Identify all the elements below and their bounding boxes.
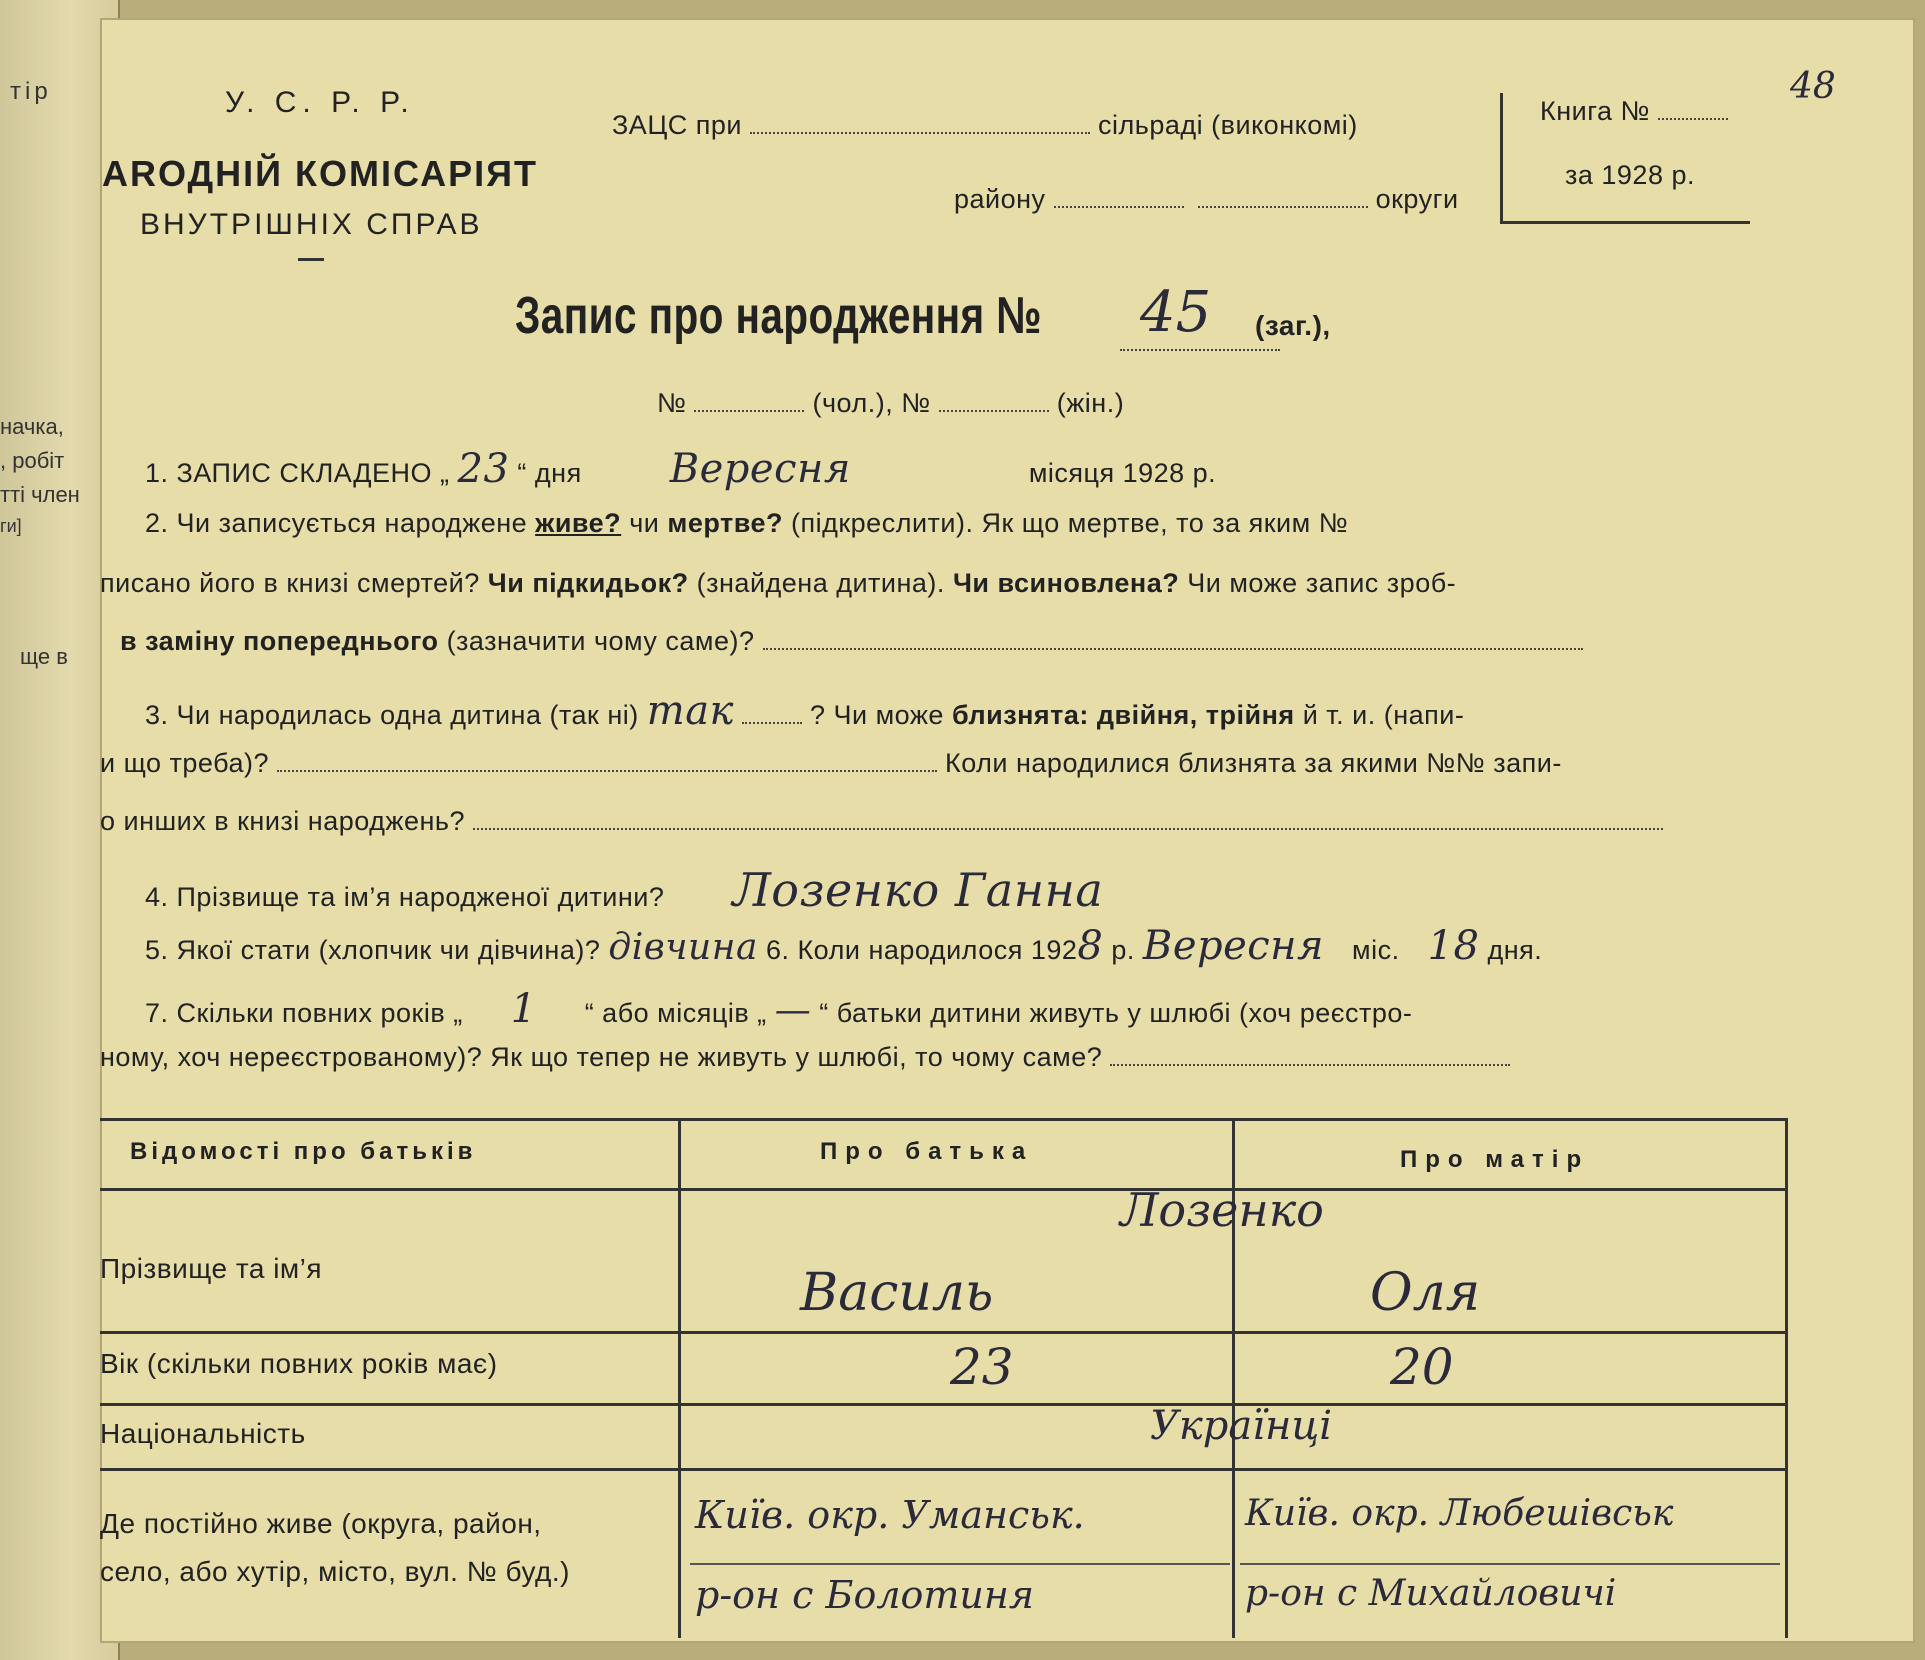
q1-year: місяця 1928 р. — [1028, 458, 1217, 488]
row-residence-mother-1: Київ. окр. Любешівськ — [1245, 1493, 1674, 1534]
q2-or: чи — [629, 508, 660, 538]
record-number-blank — [1120, 348, 1280, 351]
sub-male-label: (чол.), № — [812, 388, 931, 418]
q2-line2-a: писано його в книзі смертей? — [100, 568, 480, 598]
q7-married: “ батьки дитини живуть у шлюбі (хоч реєстро- — [819, 998, 1413, 1028]
q3-line2-b: Коли народилися близнята за якими №№ запи- — [945, 748, 1562, 778]
book-year: за 1928 р. — [1565, 160, 1695, 190]
q1-month: Вересня — [669, 446, 851, 492]
sub-number-line — [657, 388, 1124, 419]
item-5-6 — [145, 923, 1542, 969]
record-number: 45 — [1140, 280, 1212, 345]
table-header-mother: Про матір — [1400, 1146, 1590, 1173]
q2-replacement: в заміну попереднього — [120, 626, 439, 656]
sub-no-label: № — [657, 388, 687, 418]
rayon-line — [954, 184, 1459, 215]
q7-months: — — [774, 990, 812, 1031]
item-2-line-1 — [145, 508, 1348, 539]
book-number-line — [1540, 96, 1728, 127]
q2-adopted: Чи всиновлена? — [952, 568, 1180, 598]
residence-underline — [690, 1563, 1230, 1565]
prev-page-fragment: ще в — [20, 644, 68, 669]
table-top-border — [100, 1118, 1785, 1121]
q3-line2-blank — [277, 769, 937, 772]
corner-number: 48 — [1790, 66, 1836, 107]
item-7-line-1 — [145, 986, 1412, 1032]
row-residence-label-1: Де постійно живе (округа, район, — [100, 1508, 542, 1539]
zags-line — [612, 110, 1358, 141]
ussr-label: У. С. Р. Р. — [225, 86, 415, 119]
row-residence-mother-2: р-он с Михайловичі — [1245, 1573, 1617, 1614]
q4-answer: Лозенко Ганна — [732, 863, 1104, 917]
table-row-border — [100, 1468, 1785, 1471]
row-age-mother: 20 — [1390, 1338, 1454, 1396]
row-nationality-label: Національність — [100, 1418, 306, 1449]
zags-suffix: сільраді (виконкомі) — [1098, 110, 1358, 140]
q3-line2-a: и що треба)? — [100, 748, 269, 778]
divider — [298, 258, 324, 261]
q2-alive: живе? — [535, 508, 622, 538]
birth-record-form — [100, 18, 1915, 1643]
row-age-father: 23 — [950, 1338, 1014, 1396]
book-box-border — [1500, 93, 1503, 223]
table-column-border — [678, 1118, 681, 1638]
okrugy-label: округи — [1375, 184, 1459, 214]
q2-dead: мертве? — [667, 508, 783, 538]
row-name-surname: Лозенко — [1120, 1183, 1324, 1237]
residence-underline — [1240, 1563, 1780, 1565]
q3-line3: о инших в книзі народжень? — [100, 806, 465, 836]
zags-blank — [750, 131, 1090, 134]
q3-twins: близнята: двійня, трійня — [951, 700, 1295, 730]
sub-female-label: (жін.) — [1056, 388, 1125, 418]
prev-page-fragment: начка, — [0, 414, 64, 439]
q2-blank — [763, 647, 1583, 650]
row-residence-label-2: село, або хутір, місто, вул. № буд.) — [100, 1556, 570, 1587]
q6-day-label: дня. — [1487, 935, 1543, 965]
item-2-line-3 — [120, 626, 1583, 657]
rayon-blank — [1054, 205, 1184, 208]
q7-years: 1 — [510, 986, 537, 1032]
q7-label: 7. Скільки повних років „ — [145, 998, 463, 1028]
row-residence-father-2: р-он с Болотиня — [695, 1573, 1035, 1617]
table-header-father: Про батька — [820, 1138, 1034, 1165]
commissariat-title: ARОДНІЙ КОМІСАРІЯТ — [102, 153, 538, 194]
okrugy-blank — [1198, 205, 1368, 208]
q7-blank — [1110, 1063, 1510, 1066]
record-title: Запис про народження № — [515, 287, 1042, 345]
item-3-line-3 — [100, 806, 1663, 837]
q6-month-label: міс. — [1352, 935, 1400, 965]
q3-maybe: ? Чи може — [809, 700, 944, 730]
q1-label: 1. ЗАПИС СКЛАДЕНО „ — [145, 458, 450, 488]
q2-line2-b: (знайдена дитина). — [696, 568, 945, 598]
item-2-line-2 — [100, 568, 1456, 599]
record-suffix: (заг.), — [1255, 310, 1331, 341]
q5-answer: дівчина — [608, 927, 758, 968]
q3-etc: й т. и. (напи- — [1302, 700, 1465, 730]
item-1 — [145, 446, 1216, 492]
book-label: Книга № — [1540, 96, 1650, 126]
sub-no-blank — [694, 409, 804, 412]
q5-label: 5. Якої стати (хлопчик чи дівчина)? — [145, 935, 601, 965]
row-age-label: Вік (скільки повних років має) — [100, 1348, 498, 1379]
q3-label: 3. Чи народилась одна дитина (так ні) — [145, 700, 639, 730]
item-4 — [145, 863, 1103, 917]
book-blank — [1658, 117, 1728, 120]
q2-death-ref: (підкреслити). Як що мертве, то за яким № — [790, 508, 1349, 538]
q7-line2: ному, хоч нереєстрованому)? Як що тепер не живуть у шлюбі, то чому саме? — [100, 1042, 1103, 1072]
table-right-border — [1785, 1118, 1788, 1638]
prev-page-fragment: тір — [10, 78, 52, 105]
q1-day: 23 — [457, 446, 510, 492]
commissariat-subtitle: ВНУТРІШНІХ СПРАВ — [140, 208, 483, 241]
q6-day: 18 — [1427, 923, 1480, 969]
q4-label: 4. Прізвище та ім’я народженої дитини? — [145, 882, 665, 912]
q2-line2-c: Чи може запис зроб- — [1187, 568, 1457, 598]
zags-prefix: ЗАЦС при — [612, 110, 743, 140]
row-name-father: Василь — [800, 1263, 994, 1323]
q1-day-label: “ дня — [517, 458, 582, 488]
table-row-border — [100, 1331, 1785, 1334]
q2-foundling: Чи підкидьок? — [487, 568, 689, 598]
q6-month: Вересня — [1142, 923, 1324, 969]
q2-label: 2. Чи записується народжене — [145, 508, 528, 538]
q6-year-label: р. — [1111, 935, 1135, 965]
item-3-line-2 — [100, 748, 1562, 779]
row-nationality-both: Українці — [1150, 1403, 1333, 1449]
row-residence-father-1: Київ. окр. Уманськ. — [695, 1493, 1085, 1537]
row-name-label: Прізвище та ім’я — [100, 1253, 323, 1284]
prev-page-fragment: , робіт — [0, 448, 65, 473]
book-box-border — [1500, 221, 1750, 224]
sub-male-blank — [939, 409, 1049, 412]
table-header-border — [100, 1188, 1785, 1191]
q3-answer: так — [646, 688, 734, 734]
table-row-border — [100, 1403, 1785, 1406]
prev-page-fragment: тті член — [0, 482, 80, 507]
table-header-info: Відомості про батьків — [130, 1138, 477, 1165]
q3-line3-blank — [473, 827, 1663, 830]
q3-blank — [742, 721, 802, 724]
q7-months-label: “ або місяців „ — [584, 998, 767, 1028]
item-3-line-1 — [145, 688, 1464, 734]
item-7-line-2 — [100, 1042, 1510, 1073]
q2-line3-b: (зазначити чому саме)? — [446, 626, 755, 656]
row-name-mother: Оля — [1370, 1263, 1481, 1323]
prev-page-fragment: ги] — [0, 516, 22, 536]
q6-label: 6. Коли народилося 192 — [765, 935, 1078, 965]
rayon-label: району — [954, 184, 1046, 214]
q6-year: 8 — [1077, 923, 1104, 969]
